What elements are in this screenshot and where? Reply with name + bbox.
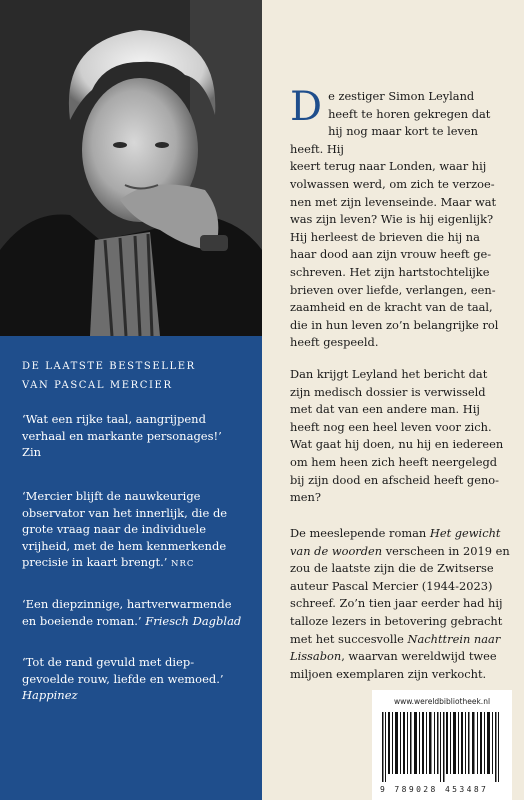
- quote-source: Zin: [22, 445, 42, 459]
- blurb-line: zou de laatste zijn die de Zwitserse: [290, 561, 494, 576]
- blurb-text: met het succesvolle: [290, 631, 404, 646]
- blurb-line: e zestiger Simon Leyland: [328, 89, 475, 103]
- blurb-line: heeft gespeeld.: [290, 335, 379, 350]
- blurb-line: [290, 525, 512, 543]
- blurb-line: brieven over liefde, verlangen, een-: [290, 282, 496, 297]
- blurb-line: Dan krijgt Leyland het bericht dat: [290, 367, 488, 381]
- book-title: Lissabon: [290, 649, 342, 664]
- book-title: Het gewicht: [429, 526, 501, 540]
- quote-line: gevoelde rouw, liefde en wemoed.’: [22, 671, 224, 686]
- quote-line-last: [22, 554, 250, 573]
- blurb-line: schreven. Het zijn hartstochtelijke: [290, 264, 490, 279]
- blurb-line: met dat van een andere man. Hij: [290, 402, 480, 417]
- kicker-line-2: VAN PASCAL MERCIER: [22, 380, 173, 391]
- quote-source: NRC: [171, 559, 195, 569]
- blurb-line: zijn medisch dossier is verwisseld: [290, 384, 486, 399]
- kicker-line-1: DE LAATSTE BESTSELLER: [22, 361, 196, 372]
- quote-line: ‘Mercier blijft de nauwkeurige: [22, 489, 201, 503]
- blurb-paragraph-1: [290, 84, 512, 352]
- author-portrait-illustration: [0, 0, 262, 336]
- blurb-line: heeft te horen gekregen dat: [328, 106, 491, 121]
- quote-source: Friesch Dagblad: [145, 613, 242, 628]
- quote-line: ‘Tot de rand gevuld met diep-: [22, 655, 195, 669]
- blurb-line: schreef. Zo’n tien jaar eerder had hij: [290, 596, 503, 611]
- book-title: van de woorden: [290, 543, 383, 558]
- blurb-line: die in hun leven zo’n belangrijke rol: [290, 317, 499, 332]
- blurb-line: hij nog maar kort te leven heeft. Hij: [290, 124, 479, 156]
- quote-line: observator van het innerlijk, die de: [22, 505, 228, 520]
- blurb-line: Hij herleest de brieven die hij na: [290, 229, 480, 244]
- quote-line: grote vraag naar de individuele: [22, 522, 207, 536]
- blurb-line: bij zijn dood en afscheid heeft geno-: [290, 472, 500, 487]
- blurb-line: nen met zijn levenseinde. Maar wat: [290, 194, 497, 209]
- quote-nrc: [22, 488, 250, 573]
- quote-text: en boeiende roman.’: [22, 613, 142, 628]
- blurb-line: auteur Pascal Mercier (1944-2023): [290, 578, 493, 593]
- quote-friesch-dagblad: [22, 596, 250, 629]
- blurb-text: verscheen in 2019 en: [385, 543, 510, 558]
- author-photo: [0, 0, 262, 336]
- quote-line: vrijheid, met de hem kenmerkende: [22, 538, 227, 553]
- blurb-line: keert terug naar Londen, waar hij: [290, 159, 487, 174]
- blurb-line: [290, 543, 512, 561]
- blurb-line: heeft nog een heel leven voor zich.: [290, 419, 492, 434]
- blurb-line: volwassen werd, om zich te verzoe-: [290, 176, 495, 191]
- barcode-icon: [382, 712, 502, 782]
- blurb-line: was zijn leven? Wie is hij eigenlijk?: [290, 212, 494, 227]
- blurb-line: [290, 631, 512, 649]
- blurb-paragraph-2: [290, 366, 512, 507]
- quote-line: ‘Een diepzinnige, hartverwarmende: [22, 597, 232, 611]
- blurb-line: talloze lezers in betovering gebracht: [290, 613, 503, 628]
- blurb-text: , waarvan wereldwijd twee: [341, 649, 497, 664]
- quote-line-last: [22, 613, 250, 630]
- blurb-text: De meeslepende roman: [290, 526, 427, 540]
- quote-happinez: [22, 654, 250, 704]
- isbn-barcode: [372, 690, 512, 800]
- quote-line: verhaal en markante personages!’: [22, 428, 222, 443]
- blurb-line: miljoen exemplaren zijn verkocht.: [290, 666, 487, 681]
- blurb-line: om hem heen zich heeft neergelegd: [290, 454, 498, 469]
- book-title: Nachttrein naar: [407, 631, 501, 646]
- blurb-line: men?: [290, 490, 321, 505]
- blurb-line: Wat gaat hij doen, nu hij en iedereen: [290, 437, 504, 452]
- blurb-line: haar dood aan zijn vrouw heeft ge-: [290, 247, 492, 262]
- drop-cap: D: [290, 84, 323, 130]
- isbn-number: 9 789028 453487: [380, 785, 489, 794]
- blurb-paragraph-3: [290, 525, 512, 683]
- publisher-url: www.wereldbibliotheek.nl: [393, 697, 491, 706]
- quote-line: ‘Wat een rijke taal, aangrijpend: [22, 412, 206, 426]
- blurb-line: [290, 648, 512, 666]
- quote-source: Happinez: [22, 688, 78, 702]
- blurb-line: zaamheid en de kracht van de taal,: [290, 300, 493, 315]
- quote-zin: [22, 411, 250, 461]
- quote-text: precisie in kaart brengt.’: [22, 555, 168, 569]
- bestseller-kicker: [22, 357, 196, 395]
